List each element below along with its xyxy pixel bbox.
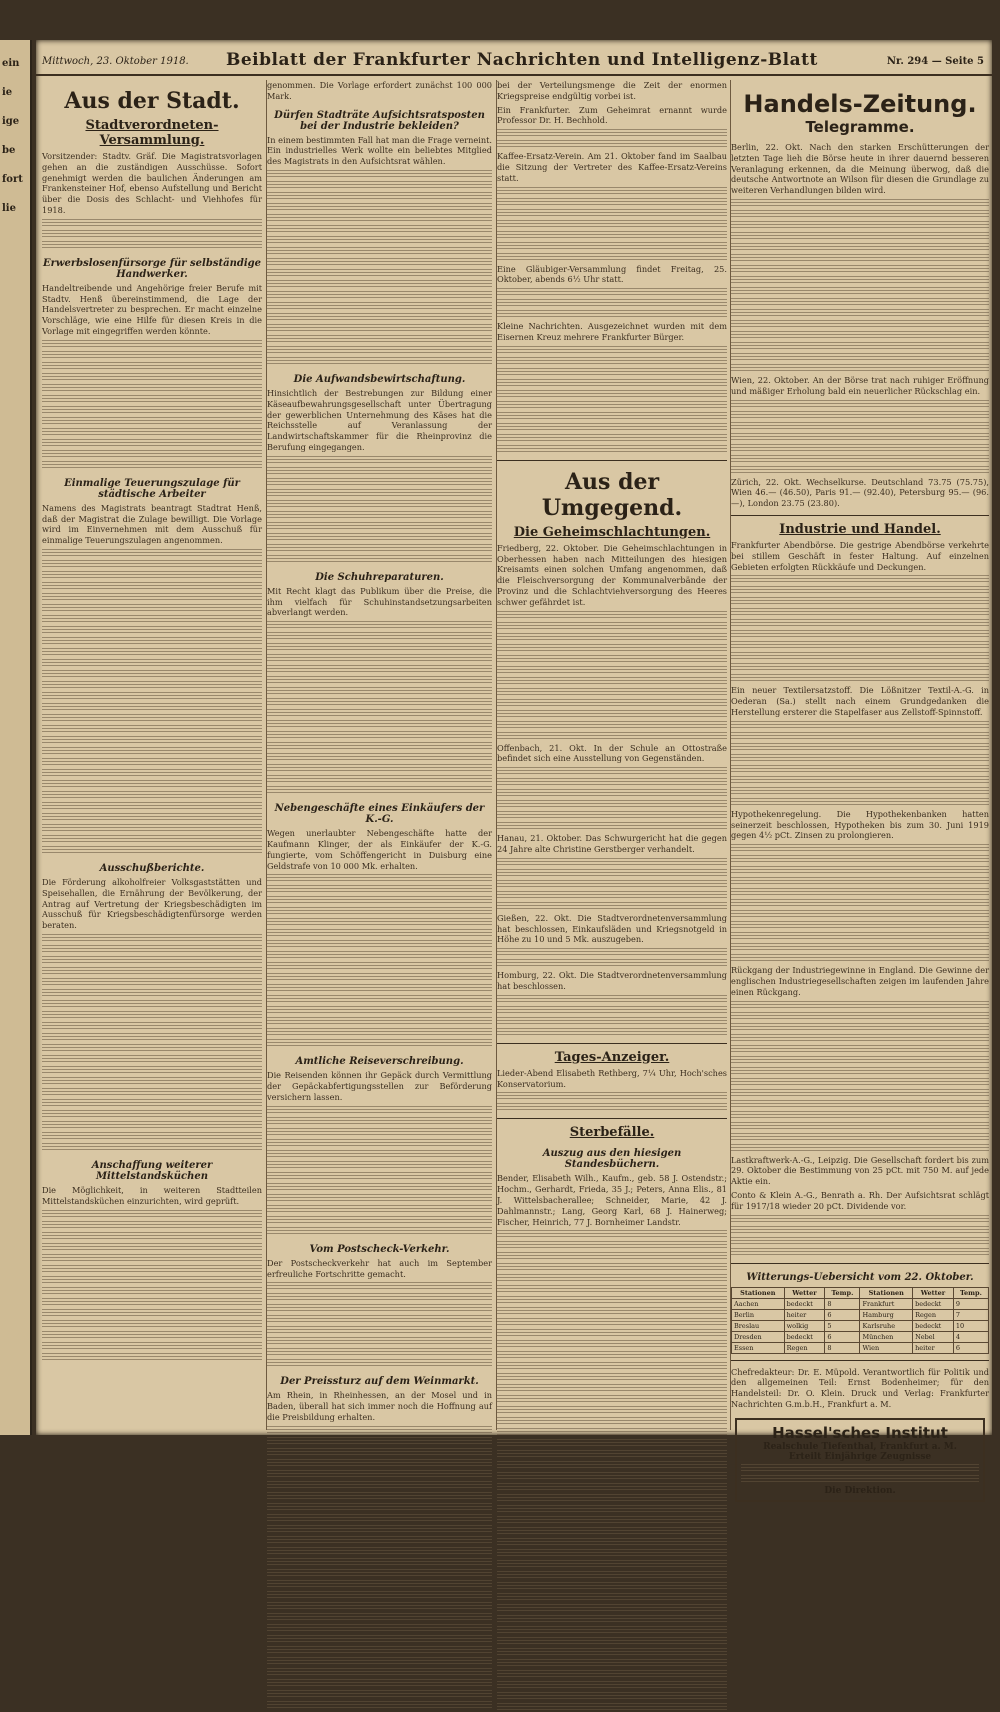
article-paragraph: In einem bestimmten Fall hat man die Frage verneint. Ein industrielles Werk wollte ein beliebtes Mitglied des Magistrats in den Aufsichtsrat wählen. [267, 134, 492, 167]
headline-geheimschlachtungen: Die Geheimschlachtungen. [513, 524, 711, 540]
imprint: Chefredakteur: Dr. E. Müpold. Verantwortlich für Politik und den allgemeinen Teil: Ernst Bodenheimer; für den Handelsteil: Dr. O. Klein. Druck und Verlag: Frankfurter Nachrichten G.m.b.H., Frankfurt a. M. [731, 1366, 989, 1409]
adjacent-fragment: fort [2, 174, 23, 185]
article-paragraph: Der Postscheckverkehr hat auch im September erfreuliche Fortschritte gemacht. [267, 1257, 492, 1279]
article-paragraph: Homburg, 22. Okt. Die Stadtverordnetenversammlung hat beschlossen. [497, 970, 727, 991]
article-paragraph: Lastkraftwerk-A.-G., Leipzig. Die Gesellschaft fordert bis zum 29. Oktober die Bestimmung von 25 pCt. mit 750 M. auf jede Aktie ein. [731, 1154, 989, 1187]
article-paragraph: Mit Recht klagt das Publikum über die Preise, die ihm vielfach für Schuhinstandsetzungsarbeiten abverlangt werden. [267, 585, 492, 618]
article-paragraph: Berlin, 22. Okt. Nach den starken Erschütterungen der letzten Tage lieh die Börse heute in ihrer dauernd besseren Veranlagung erkennen, da die Meinung überwog, daß die deutsche Antwortnote an Wilson für diesen die Grundlage zu weiteren Verhandlungen bilden wird. [731, 142, 989, 196]
section-title-handels-zeitung: Handels-Zeitung. [743, 90, 977, 118]
article-paragraph: bei der Verteilungsmenge die Zeit der enormen Kriegspreise endgültig vorbei ist. [497, 80, 727, 101]
article-paragraph: Hanau, 21. Oktober. Das Schwurgericht hat die gegen 24 Jahre alte Christine Gerstberger verhandelt. [497, 833, 727, 854]
subheading: Die Aufwandsbewirtschaftung. [293, 373, 466, 385]
subheading: Anschaffung weiterer Mittelstandsküchen [91, 1159, 213, 1182]
article-paragraph: Wien, 22. Oktober. An der Börse trat nach ruhiger Eröffnung und mäßiger Erholung bald ein neuerlicher Rückschlag ein. [731, 374, 989, 396]
subheading: Dürfen Stadträte Aufsichtsratsposten bei der Industrie bekleiden? [274, 109, 485, 132]
article-paragraph: Offenbach, 21. Okt. In der Schule an Ottostraße befindet sich eine Ausstellung von Gegenständen. [497, 742, 727, 764]
adjacent-fragment: be [2, 145, 16, 156]
subheading: Auszug aus den hiesigen Standesbüchern. [542, 1148, 682, 1171]
issue-number: Nr. 294 — Seite 5 [886, 56, 984, 67]
adjacent-fragment: ein [2, 58, 20, 69]
article-paragraph: Die Möglichkeit, in weiteren Stadtteilen Mittelstandsküchen einzurichten, wird geprüft. [42, 1184, 262, 1206]
subtitle-telegramme: Telegramme. [805, 118, 915, 136]
column-4 [730, 80, 989, 1496]
article-paragraph: Hinsichtlich der Bestrebungen zur Bildung einer Käseaufbewahrungsgesellschaft unter Übertragung der gewerblichen Unternehmung des Käses hat die Reichsstelle auf Veranlassung der Landwirtschaftskammer für die Rheinprovinz die Berufung eingegangen. [267, 387, 492, 452]
table-row: Breslau wolkig 5 Karlsruhe bedeckt 10 [732, 1320, 989, 1331]
article-paragraph: Rückgang der Industriegewinne in England. Die Gewinne der englischen Industriegesellschaften zeigen im laufenden Jahre einen Rückgang. [731, 965, 989, 997]
article-paragraph: Friedberg, 22. Oktober. Die Geheimschlachtungen in Oberhessen haben nach Mitteilungen des hiesigen Kreisamts einen solchen Umfang angenommen, daß die Fleischversorgung der Kommunalverbände der Provinz und die Schlachtviehversorgung des Heeres schwer gefährdet ist. [497, 542, 727, 607]
headline-sterbefaelle: Sterbefälle. [569, 1125, 655, 1141]
article-paragraph: Wegen unerlaubter Nebengeschäfte hatte der Kaufmann Klinger, der als Einkäufer der K.-G. fungierte, vom Schöffengericht in Duisburg eine Geldstrafe von 10 000 Mk. erhalten. [267, 828, 492, 871]
subheading: Erwerbslosenfürsorge für selbständige Handwerker. [43, 257, 261, 280]
article-paragraph: Conto & Klein A.-G., Benrath a. Rh. Der Aufsichtsrat schlägt für 1917/18 wieder 20 pCt. Dividende vor. [731, 1189, 989, 1211]
subheading: Amtliche Reiseverschreibung. [295, 1056, 464, 1068]
section-title-umgegend: Aus der Umgegend. [541, 468, 683, 521]
article-paragraph: Lieder-Abend Elisabeth Rethberg, 7¼ Uhr, Hoch'sches Konservatorium. [497, 1067, 727, 1089]
column-1 [42, 80, 262, 1430]
article-paragraph: Handeltreibende und Angehörige freier Berufe mit Stadtv. Henß übereinstimmend, die Lage der Handelsvertreter zu besprechen. Er macht einzelne Vorschläge, wie eine Hilfe für diesen Kreis in die Vorlage mit eingegriffen werden könnte. [42, 282, 262, 336]
table-row: Aachen bedeckt 8 Frankfurt bedeckt 9 [732, 1298, 989, 1309]
table-row: Essen Regen 8 Wien heiter 6 [732, 1342, 989, 1353]
weather-table [731, 1287, 989, 1354]
subheading: Vom Postscheck-Verkehr. [309, 1243, 450, 1255]
article-paragraph: Kaffee-Ersatz-Verein. Am 21. Oktober fand im Saalbau die Sitzung der Vertreter des Kaffee-Ersatz-Vereins statt. [497, 151, 727, 183]
subheading: Einmalige Teuerungszulage für städtische Arbeiter [64, 477, 240, 500]
column-2 [266, 80, 492, 1430]
article-paragraph: Ein neuer Textilersatzstoff. Die Lößnitzer Textil-A.-G. in Oederan (Sa.) stellt nach einem Grundgedanken die Herstellung ersterer die Stapelfaser aus Zellstoff-Spinnstoff. [731, 685, 989, 717]
ad-title: Hassel'sches Institut [772, 1423, 948, 1442]
article-paragraph: genommen. Die Vorlage erfordert zunächst 100 000 Mark. [267, 80, 492, 101]
masthead [36, 40, 992, 76]
column-3 [496, 80, 727, 1430]
table-row: Dresden bedeckt 6 München Nebel 4 [732, 1331, 989, 1342]
adjacent-fragment: lie [2, 203, 16, 214]
headline-tages-anzeiger: Tages-Anzeiger. [554, 1049, 670, 1065]
section-title-stadt: Aus der Stadt. [64, 88, 240, 114]
article-paragraph: Kleine Nachrichten. Ausgezeichnet wurden mit dem Eisernen Kreuz mehrere Frankfurter Bürger. [497, 321, 727, 342]
newspaper-page [36, 40, 992, 1496]
subheading: Nebengeschäfte eines Einkäufers der K.-G. [274, 803, 485, 826]
table-row: Berlin heiter 6 Hamburg Regen 7 [732, 1309, 989, 1320]
issue-date: Mittwoch, 23. Oktober 1918. [42, 56, 189, 67]
table-header-row: Stationen Wetter Temp. Stationen Wetter Temp. [732, 1287, 989, 1298]
ad-subtitle: Realschule Tiefenthal, Frankfurt a. M. [763, 1441, 957, 1452]
ad-signature: Die Direktion. [824, 1485, 896, 1496]
article-paragraph: Eine Gläubiger-Versammlung findet Freitag, 25. Oktober, abends 6½ Uhr statt. [497, 263, 727, 285]
adjacent-fragment: ie [2, 87, 13, 98]
adjacent-page-strip [0, 40, 32, 1435]
article-paragraph: Gießen, 22. Okt. Die Stadtverordnetenversammlung hat beschlossen, Einkaufsläden und Kriegsnotgeld in Höhe zu 10 und 5 Mk. auszugeben. [497, 912, 727, 945]
headline-stadtverordneten: Stadtverordneten-Versammlung. [85, 118, 219, 148]
article-paragraph: Die Reisenden können ihr Gepäck durch Vermittlung der Gepäckabfertigungsstellen zur Beförderung versichern lassen. [267, 1070, 492, 1102]
subheading: Die Schuhreparaturen. [315, 571, 444, 583]
article-paragraph: Namens des Magistrats beantragt Stadtrat Henß, daß der Magistrat die Zulage bewilligt. Die Vorlage wird im Einvernehmen mit dem Ausschuß für einmalige Teuerungszulagen angenommen. [42, 502, 262, 546]
article-paragraph: Am Rhein, in Rheinhessen, an der Mosel und in Baden, überall hat sich immer noch die Hoffnung auf die Preisbildung erhalten. [267, 1390, 492, 1422]
article-paragraph: Ein Frankfurter. Zum Geheimrat ernannt wurde Professor Dr. H. Bechhold. [497, 104, 727, 126]
masthead-title: Beiblatt der Frankfurter Nachrichten und Intelligenz-Blatt [226, 50, 818, 70]
headline-industrie-handel: Industrie und Handel. [779, 521, 941, 537]
article-paragraph: Hypothekenregelung. Die Hypothekenbanken hatten seinerzeit beschlossen, Hypotheken bis zum 30. Juni 1919 gegen 4½ pCt. Zinsen zu prolongieren. [731, 808, 989, 841]
article-paragraph: Zürich, 22. Okt. Wechselkurse. Deutschland 73.75 (75.75), Wien 46.— (46.50), Paris 91.— (92.40), Petersburg 95.— (96.—), London 23.75 (23.80). [731, 476, 989, 509]
article-paragraph: Vorsitzender: Stadtv. Gräf. Die Magistratsvorlagen gehen an die zuständigen Ausschüsse. Sofort genehmigt werden die baulichen Änderungen am Frankensteiner Hof, ebenso Aufstellung und Bericht über die Dosis des Schlacht- und Viehhofes für 1918. [42, 151, 262, 215]
adjacent-fragment: ige [2, 116, 20, 127]
subheading: Ausschußberichte. [99, 862, 205, 874]
weather-title: Witterungs-Uebersicht vom 22. Oktober. [746, 1271, 974, 1283]
article-paragraph: Die Förderung alkoholfreier Volksgaststätten und Speisehallen, die Ernährung der Bevölkerung, der Antrag auf Vertretung der Kriegsbeschädigten im Ausschuß für Kriegsbeschädigtenfürsorge werden beraten. [42, 876, 262, 931]
death-notices: Bender, Elisabeth Wilh., Kaufm., geb. 58 J. Ostendstr.; Hochm., Gerhardt, Frieda, 35 J.; Peters, Anna Elis., 81 J. Wittelsbacherallee; Schneider, Marie, 42 J. Dahlmannstr.; Lang, Georg Karl, 68 J. Hainerweg; Fischer, Heinrich, 77 J. Bornheimer Landstr. [497, 1173, 727, 1227]
advertisement [735, 1418, 985, 1502]
ad-line: Erteilt Einjährige Zeugnisse [788, 1451, 932, 1462]
article-paragraph: Frankfurter Abendbörse. Die gestrige Abendbörse verkehrte bei stillem Geschäft in fester Haltung. Auf einzelnen Gebieten erfolgten Rückkäufe und Deckungen. [731, 539, 989, 572]
subheading: Der Preissturz auf dem Weinmarkt. [280, 1376, 479, 1388]
